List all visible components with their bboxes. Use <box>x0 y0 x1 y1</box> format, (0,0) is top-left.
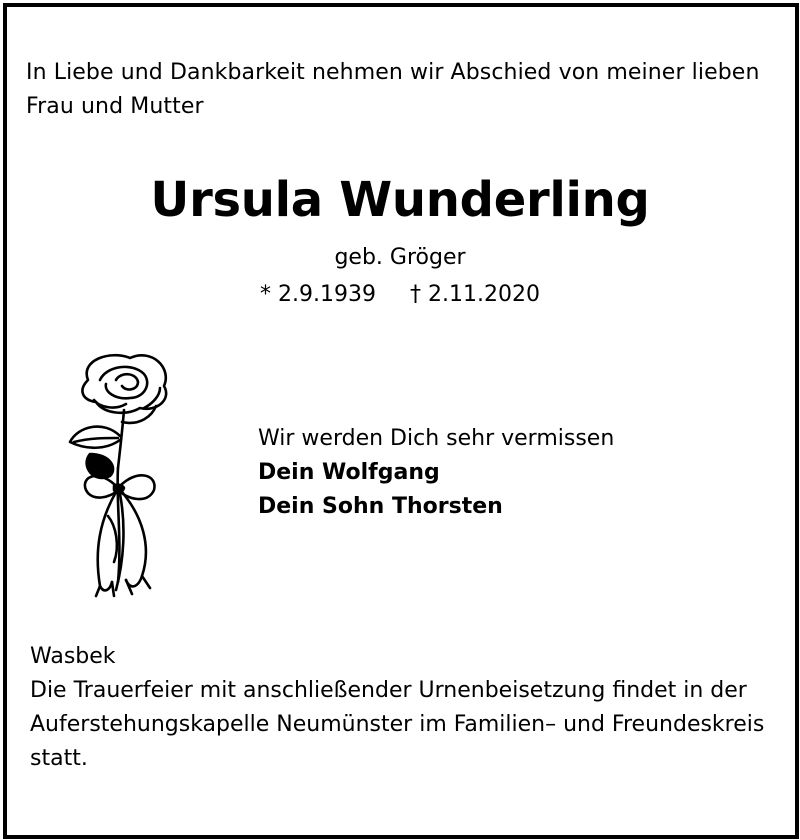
signatory-son: Dein Sohn Thorsten <box>258 494 503 519</box>
mourners-block <box>258 422 614 524</box>
intro-text: In Liebe und Dankbarkeit nehmen wir Abschied von meiner lieben Frau und Mutter <box>26 60 760 119</box>
death-date: † 2.11.2020 <box>410 282 540 307</box>
birth-date: * 2.9.1939 <box>260 282 376 307</box>
rose-with-ribbon-icon <box>60 350 180 600</box>
deceased-name: Ursula Wunderling <box>150 172 650 228</box>
life-dates <box>0 282 800 307</box>
birth-name: geb. Gröger <box>334 245 466 270</box>
ceremony-text: Die Trauerfeier mit anschließender Urnenbeisetzung findet in der Auferstehungskapelle Neumünster im Familien– und Freundeskreis statt. <box>30 678 765 771</box>
place-name: Wasbek <box>30 644 116 669</box>
farewell-line: Wir werden Dich sehr vermissen <box>258 426 615 451</box>
signatory-husband: Dein Wolfgang <box>258 460 440 485</box>
ceremony-info <box>30 640 770 776</box>
